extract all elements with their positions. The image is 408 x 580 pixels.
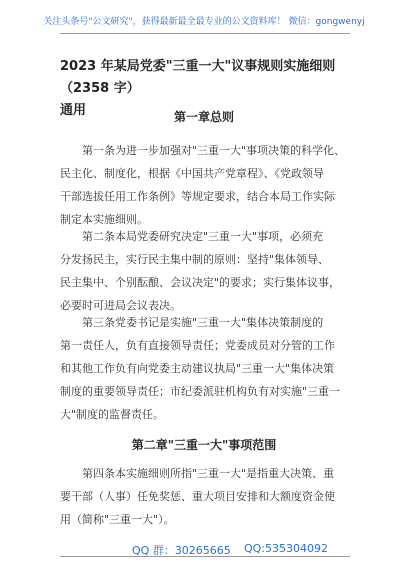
paragraph-line: 第一条为进一步加强对"三重一大"事项决策的科学化、 xyxy=(82,144,346,157)
document-title-line: 通用 xyxy=(60,103,87,118)
header-banner: 关注头条号"公文研究"，获得最新最全最专业的公文资料库！ 微信：gongwenyj xyxy=(43,17,365,27)
paragraph-line: 制定本实施细则。 xyxy=(60,213,148,226)
chapter-heading-2: 第二章"三重一大"事项范围 xyxy=(131,438,277,452)
paragraph-line: 第一责任人，负有直接领导责任；党委成员对分管的工作 xyxy=(60,339,335,352)
paragraph-line: 第四条本实施细则所指"三重一大"是指重大决策、重 xyxy=(82,467,335,480)
document-title-line: 2023 年某局党委"三重一大"议事规则实施细则（2358 字） xyxy=(60,59,336,96)
article-2-paragraph xyxy=(60,225,360,317)
paragraph-line: 第二条本局党委研究决定"三重一大"事项，必须充 xyxy=(82,230,324,243)
header-divider xyxy=(60,33,350,34)
paragraph-line: 要干部（人事）任免奖惩、重大项目安排和大额度资金使 xyxy=(60,490,335,503)
footer-qq-number: QQ:535304092 xyxy=(244,542,329,555)
paragraph-line: 大"制度的监督责任。 xyxy=(60,408,165,421)
paragraph-line: 分发扬民主，实行民主集中制的原则：坚持"集体领导、 xyxy=(60,253,330,266)
paragraph-line: 民主化、制度化，根据《中国共产党章程》、《党政领导 xyxy=(60,167,324,180)
article-3-paragraph xyxy=(60,311,360,426)
chapter-heading-1: 第一章总则 xyxy=(173,110,234,124)
footer-qq-group: QQ 群：30265665 xyxy=(132,544,231,557)
paragraph-line: 第三条党委书记是实施"三重一大"集体决策制度的 xyxy=(82,316,324,329)
paragraph-line: 用（简称"三重一大"）。 xyxy=(60,513,175,526)
paragraph-line: 民主集中、个别酝酿、会议决定"的要求；实行集体议事， xyxy=(60,276,341,289)
article-4-paragraph xyxy=(60,462,360,531)
article-1-paragraph xyxy=(60,139,360,231)
paragraph-line: 干部选拔任用工作条例》等规定要求，结合本局工作实际 xyxy=(60,190,335,203)
paragraph-line: 必要时可进局会议表决。 xyxy=(60,299,181,312)
paragraph-line: 和其他工作负有向党委主动建议执局"三重一大"集体决策 xyxy=(60,362,335,375)
footer-divider xyxy=(60,556,350,557)
paragraph-line: 制度的重要领导责任；市纪委派驻机构负有对实施"三重一 xyxy=(60,385,341,398)
